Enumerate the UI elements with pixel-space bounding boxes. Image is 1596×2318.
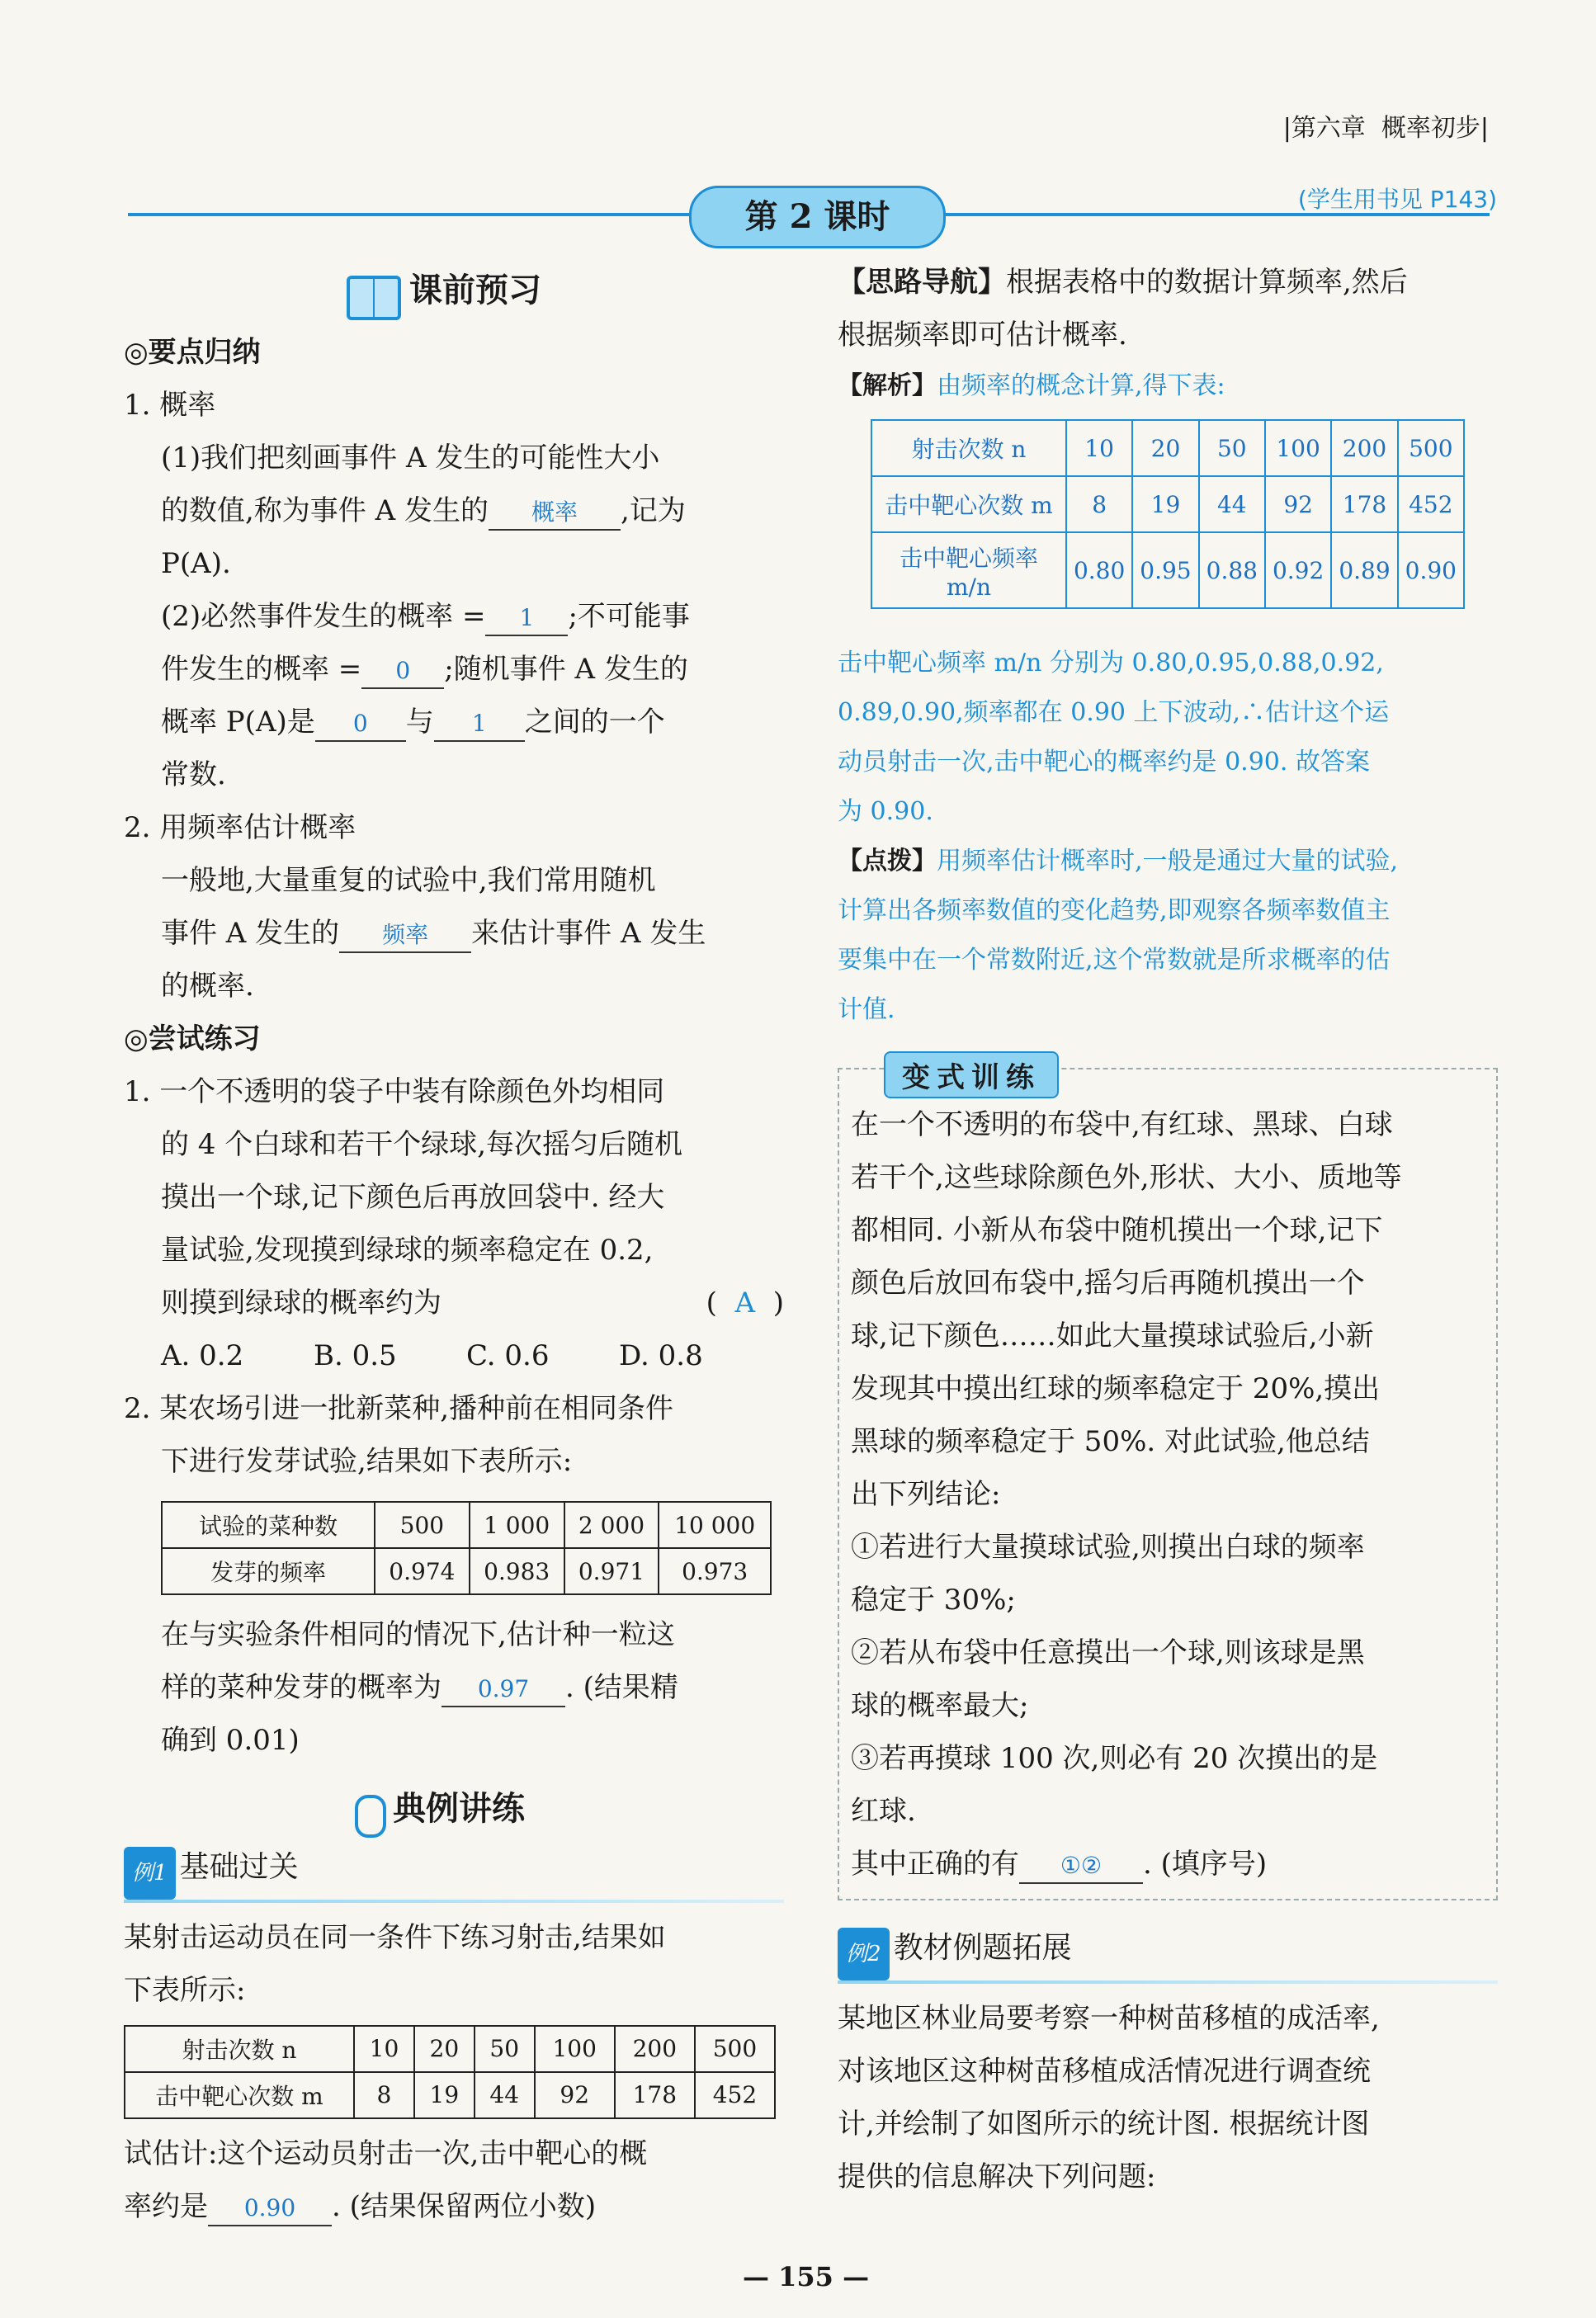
tip-tag: 【点拨】 [838, 847, 937, 876]
answer-blank: 0 [361, 654, 444, 689]
q2-table: 试验的菜种数 500 1 000 2 000 10 000 发芽的频率 0.974 0.983 0.971 0.973 [161, 1501, 772, 1595]
guide-tag: 【思路导航】 [838, 266, 1006, 299]
variation-box: 变式训练 在一个不透明的布袋中,有红球、黑球、白球 若干个,这些球除颜色外,形状、大小、质地等 都相同. 小新从布袋中随机摸出一个球,记下 颜色后放回布袋中,摇匀后再随机摸出一个 球,记下颜色……如此大量摸球试验后,小新 发现其中摸出红球的频率稳定于 20%,摸出 黑球的频率稳定于 50%. 对此试验,他总结 出下列结论: ①若进行大量摸球试验,则摸出白球的频率 稳定于 30%; ②若从布袋中任意摸出一个球,则该球是黑 球的概率最大; ③若再摸球 100 次,则必有 20 次摸出的是 红球. 其中正确的有 ①② . (填序号) [838, 1068, 1498, 1900]
variation-title: 变式训练 [884, 1051, 1059, 1098]
q2-text: 2. 某农场引进一批新菜种,播种前在相同条件 [124, 1392, 674, 1425]
q1-answer: A [734, 1286, 756, 1320]
ex1-table: 射击次数 n 10 20 50 100 200 500 击中靶心次数 m 8 19 44 92 178 452 [124, 2025, 776, 2119]
p2-title: 2. 用频率估计概率 [124, 811, 357, 844]
example-tag: 例2 [838, 1928, 890, 1980]
answer-blank: 0.97 [441, 1673, 565, 1707]
example-tag: 例1 [124, 1847, 176, 1900]
right-column: 【思路导航】根据表格中的数据计算频率,然后 根据频率即可估计概率. 【解析】由频率的概念计算,得下表: 射击次数 n 10 20 50 100 200 500 击中靶心次数 m 8 19 44 92 178 452 击中靶心频率 m/n 0.80 0.95 0.88 0.92 0.89 0.90 击中靶心频率 m/n 分别为 0.80,0.95,0.88,0.92, 0.89,0.90,频率都在 0.90 上下波动,∴估计这个运 动员射击一次,击中靶心的概率约是 0.90. 故答案 为 0.90. 【点拨】用频率估计概率时,一般是通过大量的试验, 计算出各频率数值的变化趋势,即观察各频率数值主 要集中在一个常数附近,这个常数就是所求概率的估 计值. 变式训练 在一个不透明的布袋中,有红球、黑球、白球 若干个,这些球除颜色外,形状、大小、质地等 都相同. 小新从布袋中随机摸出一个球,记下 颜色后放回布袋中,摇匀后再随机摸出一个 球,记下颜色……如此大量摸球试验后,小新 发现其中摸出红球的频率稳定于 20%,摸出 黑球的频率稳定于 50%. 对此试验,他总结 出下列结论: ①若进行大量摸球试验,则摸出白球的频率 稳定于 30%; ②若从布袋中任意摸出一个球,则该球是黑 球的概率最大; ③若再摸球 100 次,则必有 20 次摸出的是 红球. 其中正确的有 ①② . (填序号) 例2 教材例题拓展 某地区林业局要考察一种树苗移植的成活率, 对该地区这种树苗移植成活情况进行调查统 计,并绘制了如图所示的统计图. 根据统计图 提供的信息解决下列问题: [838, 256, 1498, 2203]
answer-blank: ①② [1019, 1849, 1143, 1884]
chapter-header: |第六章 概率初步| [1282, 114, 1489, 143]
examples-heading: 典例讲练 [355, 1782, 525, 1838]
example-underline [838, 1980, 1498, 1984]
p1-title: 1. 概率 [124, 389, 216, 422]
example-underline [124, 1900, 784, 1903]
reference-note: (学生用书见 P143) [1297, 186, 1497, 213]
solution-table: 射击次数 n 10 20 50 100 200 500 击中靶心次数 m 8 19 44 92 178 452 击中靶心频率 m/n 0.80 0.95 0.88 0.92 0.89 0.90 [871, 419, 1465, 609]
left-column: ◎要点归纳 1. 概率 (1)我们把刻画事件 A 发生的可能性大小 的数值,称为事件 A 发生的 概率 ,记为 P(A). (2)必然事件发生的概率 = 1 ;不可能事 件发生的概率 = 0 ;随机事件 A 发生的 概率 P(A)是 0 与 1 之间的一个 常数. 2. 用频率估计概率 一般地,大量重复的试验中,我们常用随机 事件 A 发生的 频率 来估计事件 A 发生 的概率. ◎尝试练习 1. 一个不透明的袋子中装有除颜色外均相同 的 4 个白球和若干个绿球,每次摇匀后随机 摸出一个球,记下颜色后再放回袋中. 经大 量试验,发现摸到绿球的频率稳定在 0.2, 则摸到绿球的概率约为 ( A ) A. 0.2 B. 0.5 C. 0.6 D. 0.8 2. 某农场引进一批新菜种,播种前在相同条件 下进行发芽试验,结果如下表所示: 试验的菜种数 500 1 000 2 000 10 000 发芽的频率 0.974 0.983 0.971 0.973 在与实验条件相同的情况下,估计种一粒这 样的菜种发芽的概率为 0.97 . (结果精 确到 0.01) [124, 326, 784, 1767]
key-points-heading: ◎要点归纳 [124, 336, 261, 369]
answer-blank: 1 [485, 602, 568, 636]
answer-blank: 0.90 [208, 2192, 332, 2226]
answer-blank: 概率 [489, 496, 621, 531]
answer-blank: 1 [434, 707, 525, 742]
page-number: — 155 — [743, 2261, 870, 2292]
lesson-badge: 第 2 课时 [689, 186, 946, 248]
answer-blank: 0 [315, 707, 406, 742]
q1-text: 1. 一个不透明的袋子中装有除颜色外均相同 [124, 1075, 665, 1108]
practice-heading: ◎尝试练习 [124, 1022, 261, 1055]
preview-heading: 课前预习 [347, 264, 541, 320]
example1: 例1 基础过关 某射击运动员在同一条件下练习射击,结果如 下表所示: 射击次数 n 10 20 50 100 200 500 击中靶心次数 m 8 19 44 92 178 452 试估计:这个运动员射击一次,击中靶心的概 率约是 0.90 . (结果保留两位小数) [124, 1844, 784, 2233]
answer-blank: 频率 [339, 918, 471, 953]
book-icon [347, 276, 401, 320]
microphone-icon [355, 1795, 386, 1838]
q1-options: A. 0.2 B. 0.5 C. 0.6 D. 0.8 [161, 1339, 703, 1372]
solution-tag: 【解析】 [838, 371, 937, 400]
